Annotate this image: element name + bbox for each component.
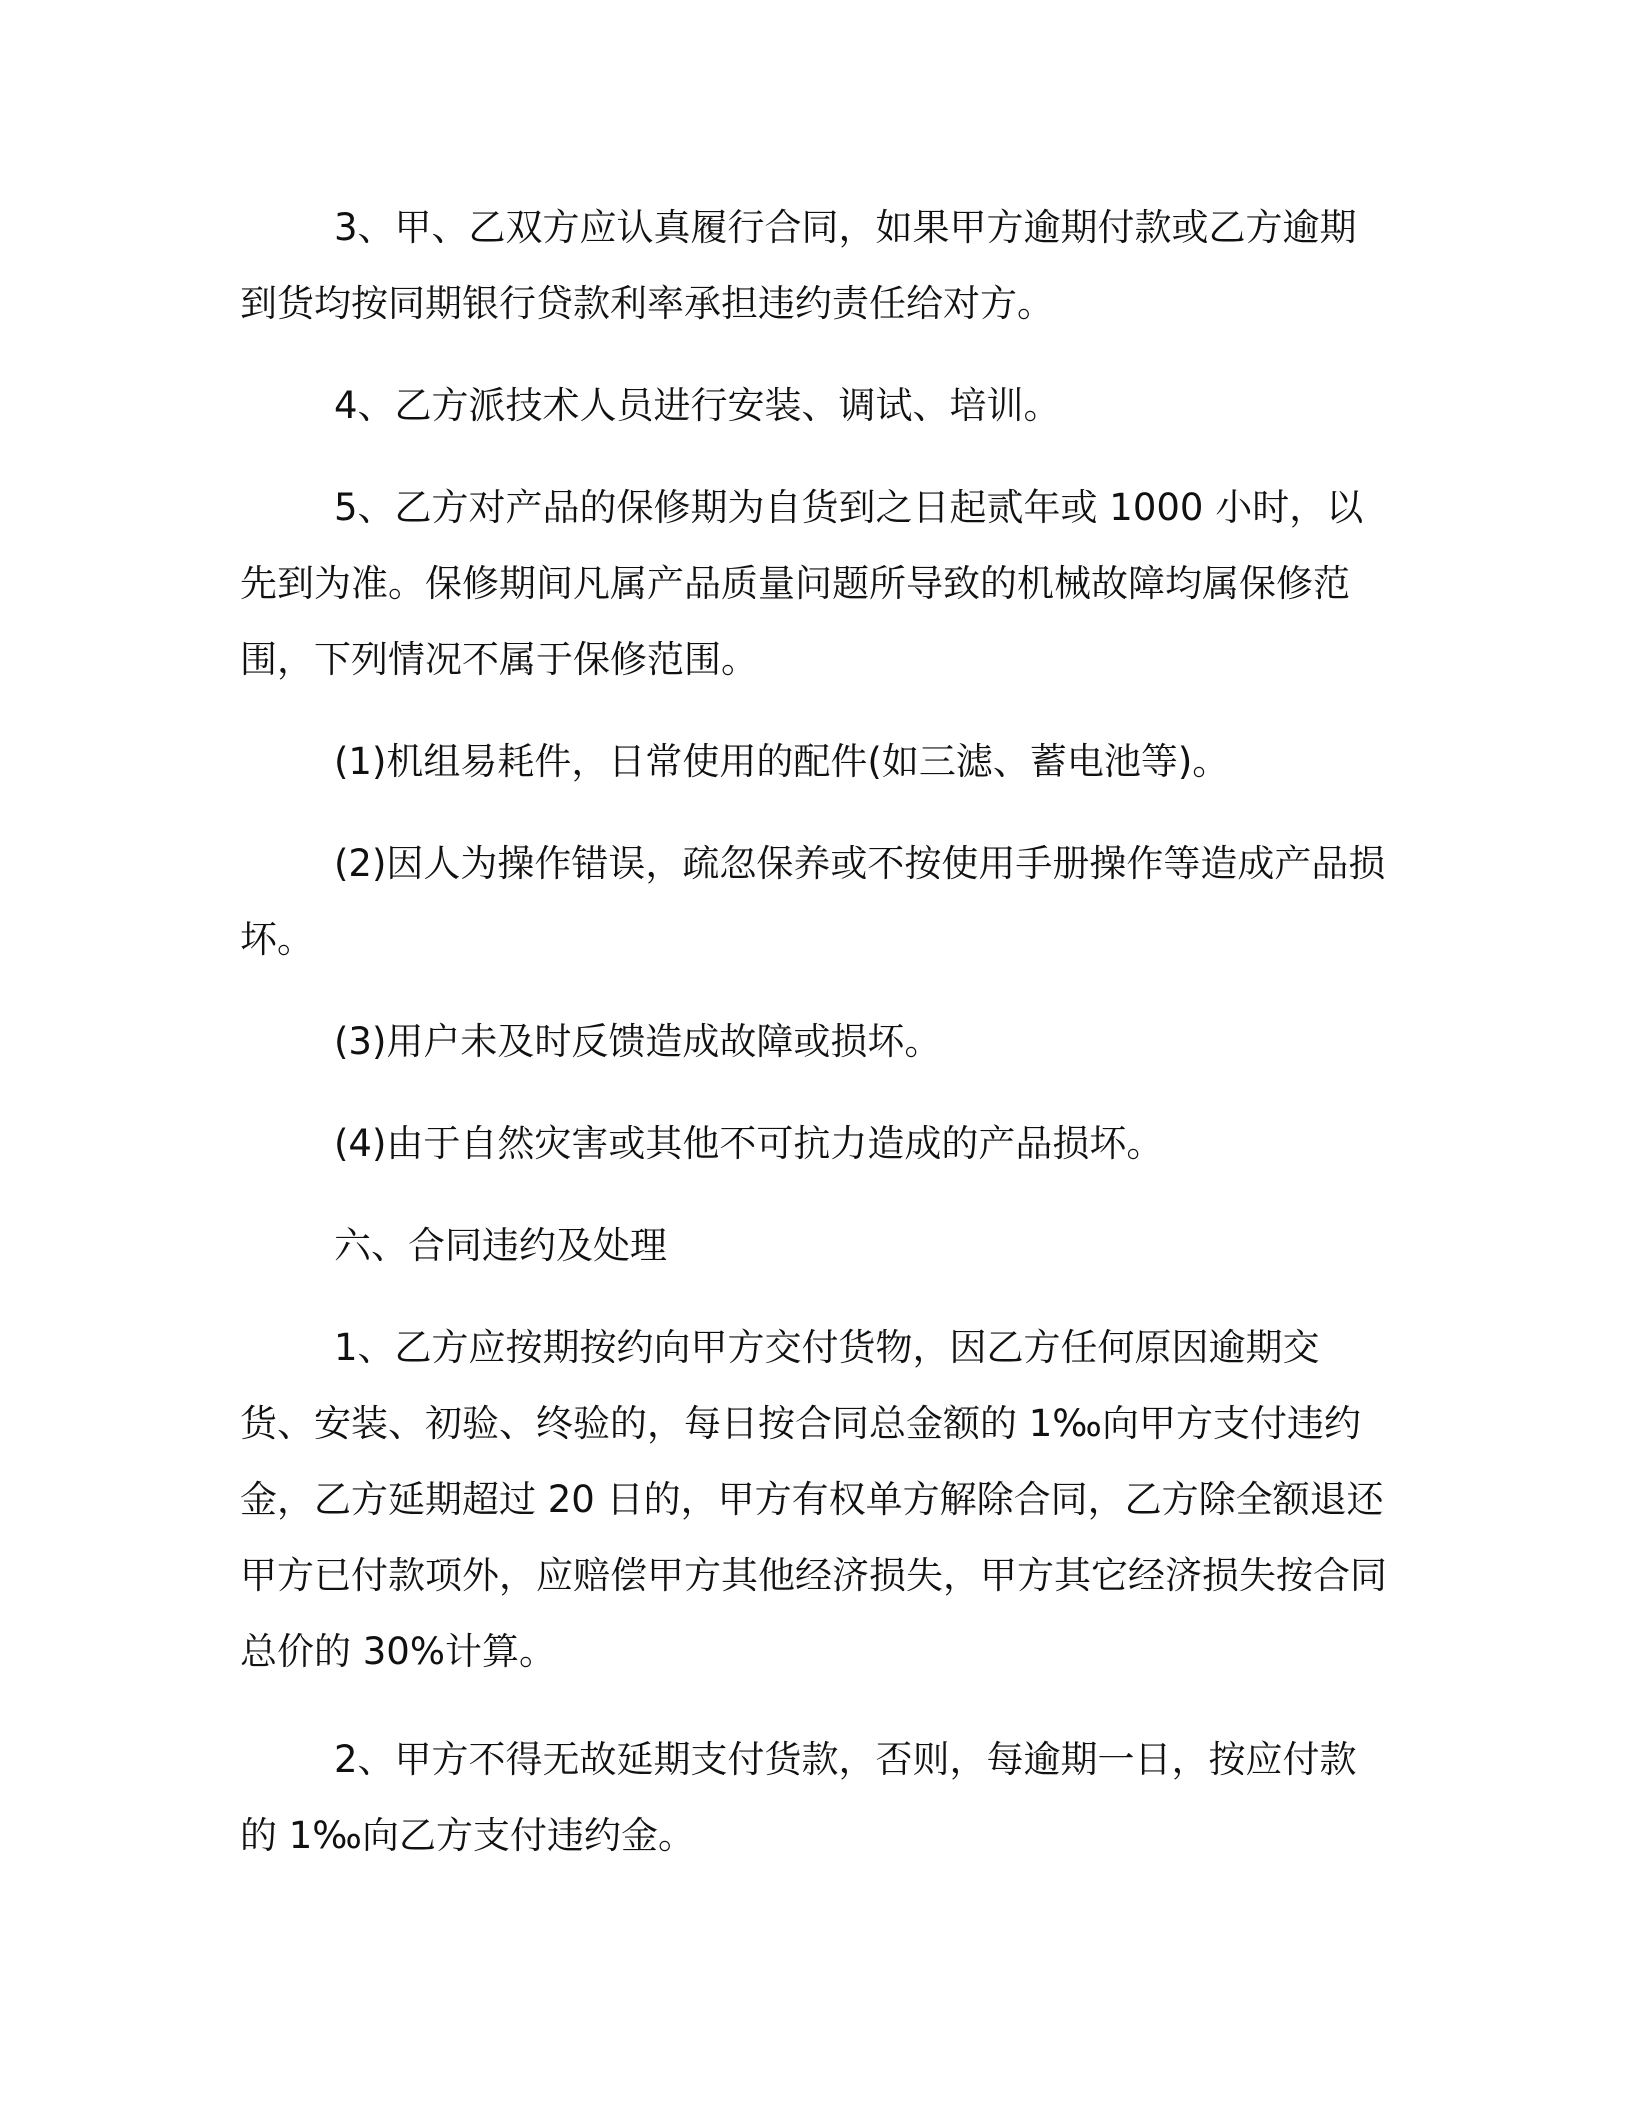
section-heading-breach: 六、合同违约及处理: [334, 1224, 667, 1267]
warranty-exclusion-3: (3)用户未及时反馈造成故障或损坏。: [334, 1020, 942, 1063]
warranty-exclusion-1: (1)机组易耗件，日常使用的配件(如三滤、蓄电池等)。: [334, 740, 1230, 783]
clause-5-warranty: 5、乙方对产品的保修期为自货到之日起贰年或 1000 小时，以先到为准。保修期间凡属产品质量问题所导致的机械故障均属保修范围，下列情况不属于保修范围。: [240, 486, 1364, 681]
clause-4-installation: 4、乙方派技术人员进行安装、调试、培训。: [334, 384, 1061, 427]
clause-3-payment-delay: 3、甲、乙双方应认真履行合同，如果甲方逾期付款或乙方逾期到货均按同期银行贷款利率承担违约责任给对方。: [240, 206, 1357, 325]
warranty-exclusion-4: (4)由于自然灾害或其他不可抗力造成的产品损坏。: [334, 1122, 1164, 1165]
warranty-exclusion-2: (2)因人为操作错误，疏忽保养或不按使用手册操作等造成产品损坏。: [240, 842, 1386, 961]
breach-clause-2: 2、甲方不得无故延期支付货款，否则，每逾期一日，按应付款的 1‰向乙方支付违约金。: [240, 1738, 1357, 1857]
breach-clause-1: 1、乙方应按期按约向甲方交付货物，因乙方任何原因逾期交货、安装、初验、终验的，每日按合同总金额的 1‰向甲方支付违约金，乙方延期超过 20 日的，甲方有权单方解除合同，乙方除全额退还甲方已付款项外，应赔偿甲方其他经济损失，甲方其它经济损失按合同总价的 30%计算。: [240, 1326, 1387, 1673]
document-body: [240, 190, 1390, 1874]
